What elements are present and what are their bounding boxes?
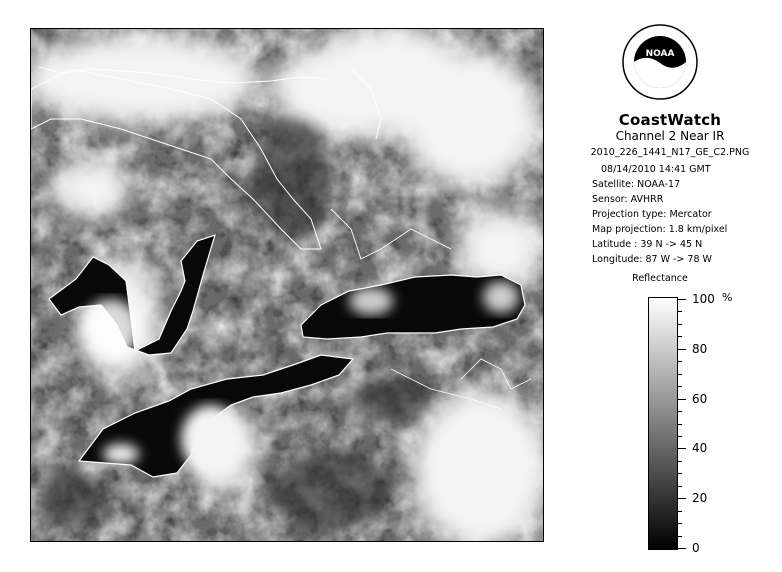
file-name: 2010_226_1441_N17_GE_C2.PNG [590,147,750,158]
map-projection: Map projection: 1.8 km/pixel [592,224,728,235]
colorbar-minor-tick [678,311,682,312]
satellite: Satellite: NOAA-17 [592,179,681,190]
colorbar-tick-label: 20 [692,491,708,506]
colorbar-minor-tick [678,511,682,512]
legend-unit: % [722,291,733,304]
colorbar-major-tick [678,299,686,300]
colorbar-major-tick [678,399,686,400]
colorbar-minor-tick [678,386,682,387]
colorbar-minor-tick [678,424,682,425]
colorbar-tick-label: 80 [692,341,708,356]
satellite-map [30,28,544,542]
colorbar-major-tick [678,349,686,350]
reflectance-colorbar [648,297,678,550]
colorbar-minor-tick [678,411,682,412]
colorbar-minor-tick [678,361,682,362]
colorbar-minor-tick [678,473,682,474]
projection-type: Projection type: Mercator [592,209,712,220]
colorbar-major-tick [678,498,686,499]
sensor: Sensor: AVHRR [592,194,664,205]
product-title: CoastWatch [618,111,722,129]
colorbar-minor-tick [678,374,682,375]
colorbar-major-tick [678,548,686,549]
colorbar-tick-label: 0 [692,541,700,555]
colorbar-tick-label: 40 [692,441,708,456]
legend-title: Reflectance [632,273,688,284]
colorbar-tick-label: 100 [692,292,715,306]
colorbar-major-tick [678,448,686,449]
colorbar-minor-tick [678,486,682,487]
datetime: 08/14/2010 14:41 GMT [601,164,711,175]
noaa-logo-icon [621,23,699,101]
colorbar-minor-tick [678,324,682,325]
colorbar-minor-tick [678,461,682,462]
colorbar-tick-label: 60 [692,391,708,406]
colorbar-minor-tick [678,436,682,437]
colorbar-minor-tick [678,336,682,337]
longitude-range: Longitude: 87 W -> 78 W [592,254,712,265]
channel-label: Channel 2 Near IR [615,129,725,143]
colorbar-minor-tick [678,523,682,524]
colorbar-minor-tick [678,536,682,537]
latitude-range: Latitude : 39 N -> 45 N [592,239,703,250]
logo-text: NOAA [645,49,675,59]
